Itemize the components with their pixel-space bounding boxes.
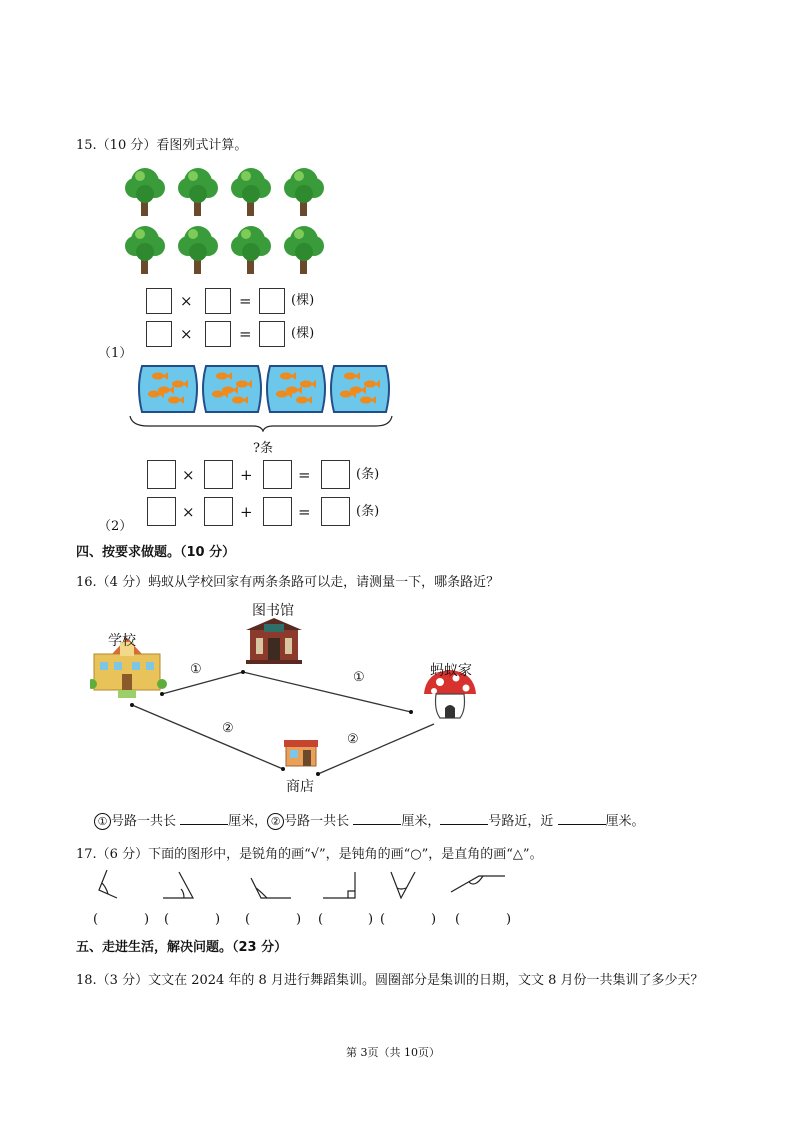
route2-segment: [318, 724, 434, 774]
answer-box[interactable]: [204, 460, 233, 489]
paren-open[interactable]: (: [380, 912, 386, 927]
route1-segment: [243, 672, 411, 712]
tree-icon: [178, 168, 218, 216]
library-label: 图书馆: [252, 603, 294, 619]
tree-icon: [178, 226, 218, 274]
answer-text: 号路一共长: [284, 814, 350, 829]
answer-text: 厘米，: [401, 814, 441, 829]
paren-close[interactable]: ): [506, 912, 512, 927]
answer-text: 号路近，近: [488, 814, 554, 829]
unit-label: (棵): [291, 293, 315, 308]
fish-bowls-picture: [128, 360, 398, 432]
route2-segment: [132, 705, 283, 769]
times-sign: ×: [182, 503, 195, 521]
ant-home-label: 蚂蚁家: [430, 663, 472, 679]
answer-box[interactable]: [321, 497, 350, 526]
paren-open[interactable]: (: [93, 912, 99, 927]
school-label: 学校: [108, 633, 136, 649]
paren-open[interactable]: (: [245, 912, 251, 927]
paren-close[interactable]: ): [296, 912, 302, 927]
shop-label: 商店: [286, 779, 314, 795]
answer-blank[interactable]: [440, 812, 488, 825]
answer-blank[interactable]: [180, 812, 228, 825]
paren-close[interactable]: ): [144, 912, 150, 927]
paren-close[interactable]: ): [368, 912, 374, 927]
answer-box[interactable]: [205, 321, 231, 347]
times-sign: ×: [180, 292, 193, 310]
answer-box[interactable]: [146, 288, 172, 314]
tree-icon: [125, 226, 165, 274]
brace: [130, 416, 392, 431]
times-sign: ×: [182, 466, 195, 484]
tree-icon: [284, 168, 324, 216]
shop-icon: [284, 740, 318, 766]
equals-sign: =: [298, 503, 311, 521]
plus-sign: +: [240, 466, 253, 484]
answer-box[interactable]: [263, 460, 292, 489]
paren-open[interactable]: (: [164, 912, 170, 927]
angle-figure-icon: [251, 878, 291, 898]
q15-header: 15.（10 分）看图列式计算。: [76, 138, 248, 153]
fish-bowl-icon: [331, 366, 389, 412]
angle-figure-icon: [323, 872, 355, 898]
answer-box[interactable]: [147, 497, 176, 526]
route2-circle: ②: [267, 813, 284, 830]
unit-label: (棵): [291, 326, 315, 341]
section-title: 五、走进生活，解决问题。（23 分）: [76, 940, 288, 955]
equals-sign: =: [239, 325, 252, 343]
answer-box[interactable]: [146, 321, 172, 347]
answer-box[interactable]: [205, 288, 231, 314]
library-icon: [246, 618, 302, 664]
answer-text: 厘米。: [605, 814, 645, 829]
route1-segment: [162, 672, 243, 694]
q16-answer-line: [94, 810, 645, 830]
paren-open[interactable]: (: [455, 912, 461, 927]
times-sign: ×: [180, 325, 193, 343]
q18-header: 18.（3 分）文文在 2024 年的 8 月进行舞蹈集训。圆圈部分是集训的日期，文文 8 月份一共集训了多少天？: [76, 973, 704, 988]
unit-label: (条): [356, 467, 380, 482]
angle-figure-icon: [451, 876, 505, 892]
route2-marker: ②: [347, 732, 359, 747]
unit-label: (条): [356, 504, 380, 519]
fish-bowl-icon: [267, 366, 325, 412]
tree-icon: [284, 226, 324, 274]
route2-marker: ②: [222, 721, 234, 736]
answer-box[interactable]: [259, 321, 285, 347]
paren-close[interactable]: ): [215, 912, 221, 927]
answer-box[interactable]: [147, 460, 176, 489]
equals-sign: =: [298, 466, 311, 484]
section-title: 四、按要求做题。（10 分）: [76, 545, 236, 560]
page-footer: 第 3页（共 10页）: [346, 1046, 440, 1059]
route1-marker: ①: [190, 662, 202, 677]
q16-header: 16.（4 分）蚂蚁从学校回家有两条条路可以走，请测量一下，哪条路近？: [76, 575, 500, 590]
answer-box[interactable]: [263, 497, 292, 526]
answer-box[interactable]: [259, 288, 285, 314]
paren-open[interactable]: (: [318, 912, 324, 927]
q17-header: 17.（6 分）下面的图形中，是锐角的画“√”，是钝角的画“○”，是直角的画“△”。: [76, 847, 543, 862]
route1-marker: ①: [353, 670, 365, 685]
plus-sign: +: [240, 503, 253, 521]
trees-picture: [125, 162, 335, 277]
tree-icon: [125, 168, 165, 216]
equals-sign: =: [239, 292, 252, 310]
tree-icon: [231, 168, 271, 216]
part1-label: （1）: [98, 346, 133, 361]
answer-text: 号路一共长: [111, 814, 177, 829]
angle-figure-icon: [99, 870, 117, 898]
answer-box[interactable]: [204, 497, 233, 526]
angle-figure-icon: [163, 872, 193, 898]
angle-figure-icon: [391, 872, 415, 898]
answer-blank[interactable]: [558, 812, 606, 825]
part2-label: （2）: [98, 519, 133, 534]
route1-circle: ①: [94, 813, 111, 830]
paren-close[interactable]: ): [431, 912, 437, 927]
tree-icon: [231, 226, 271, 274]
angle-figures: [95, 866, 515, 906]
route-map: [90, 598, 490, 798]
fish-bowl-icon: [203, 366, 261, 412]
answer-text: 厘米，: [228, 814, 268, 829]
answer-box[interactable]: [321, 460, 350, 489]
brace-label: ?条: [253, 441, 273, 456]
answer-blank[interactable]: [353, 812, 401, 825]
fish-bowl-icon: [139, 366, 197, 412]
